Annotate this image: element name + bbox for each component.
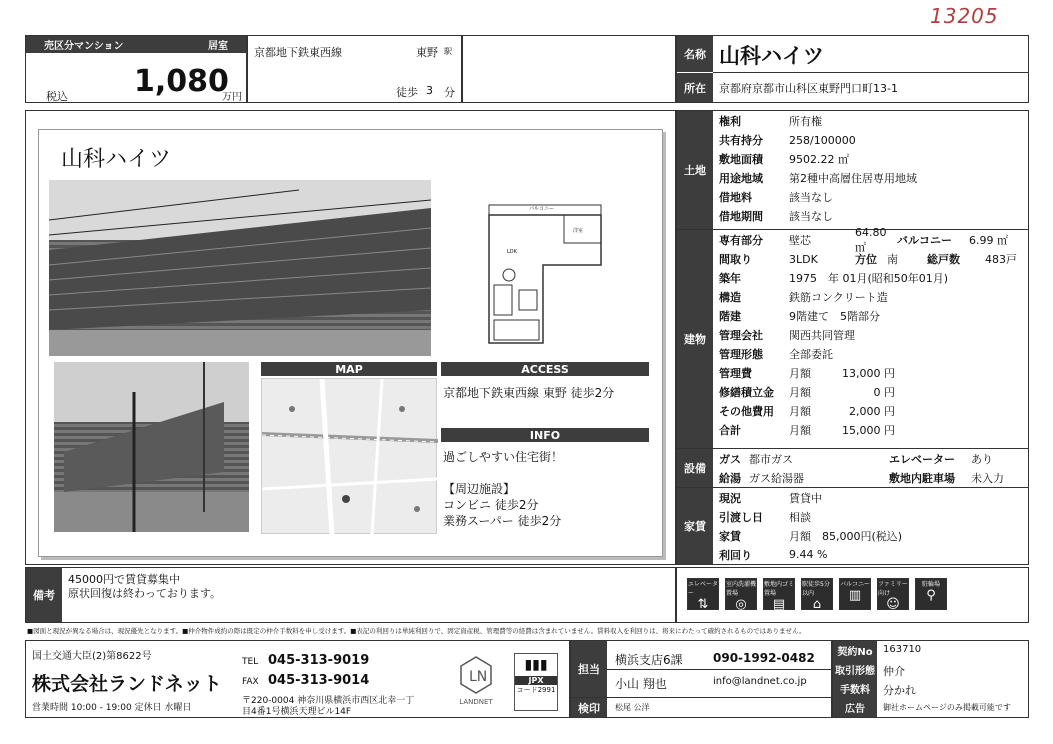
- staff-box: [570, 640, 832, 718]
- type-bar: [26, 36, 246, 53]
- tax-label: 税込: [46, 90, 68, 103]
- branch-name: 横浜支店6課: [615, 653, 683, 667]
- ad-label: 広告: [833, 698, 877, 717]
- info-band: INFO: [441, 428, 649, 442]
- notes-line-1: 45000円で賃貸募集中: [68, 573, 180, 586]
- jpx-badge: ▮▮▮ JPX コード2991: [514, 653, 558, 711]
- contract-box: [832, 640, 1029, 718]
- facility-1: コンビニ 徒歩2分: [443, 498, 539, 512]
- feature-icons-box: [676, 567, 1029, 623]
- staff-phone[interactable]: 090-1992-0482: [713, 651, 815, 665]
- checker-name: 松尾 公洋: [615, 703, 650, 712]
- deal-type-label: 取引形態: [833, 660, 877, 679]
- contract-no-label: 契約No: [833, 641, 877, 660]
- staff-person: 小山 翔也: [615, 677, 667, 691]
- balcony-icon: バルコニー ▥: [839, 578, 871, 610]
- walk-label: 徒歩: [396, 86, 418, 99]
- notes-line-2: 原状回復は終わっております。: [68, 587, 222, 600]
- address-label: 所在: [677, 73, 713, 102]
- line-name: 京都地下鉄東西線: [254, 46, 342, 59]
- garbage-icon: 敷地内ゴミ置場 ▤: [763, 578, 795, 610]
- business-hours: 営業時間 10:00 - 19:00 定休日 水曜日: [32, 703, 192, 713]
- detail-table: [676, 110, 1029, 565]
- tel-label: TEL: [242, 657, 259, 667]
- land-row: 借地料 該当なし: [719, 191, 833, 204]
- svg-text:LN: LN: [469, 669, 488, 685]
- plan-room-label: 洋室: [573, 228, 584, 234]
- land-rows: [713, 111, 1028, 229]
- plan-ldk-label: LDK: [507, 249, 517, 255]
- disclaimer: ■図面と現況が異なる場合は、現況優先となります。■仲介物件成約の際は既定の仲介手数料を申し受けます。■表記の利回りは単純利回りで、固定資産税、管理費等の経費は含まれていません。賃料収入を利回りは、将来にわたって確約されるものではありません。: [27, 627, 806, 635]
- ad-value: 御社ホームページのみ掲載可能です: [883, 703, 1011, 712]
- building-photo-main: [49, 180, 431, 356]
- land-section-label: 土地: [677, 111, 713, 229]
- price-value: 1,080: [134, 64, 229, 99]
- station-name: 東野: [416, 46, 438, 59]
- flyer-card: [38, 129, 663, 557]
- header-blank-box: [462, 35, 676, 103]
- fax-number: 045-313-9014: [268, 673, 370, 688]
- company-address-1: 〒220-0004 神奈川県横浜市西区北幸一丁: [242, 696, 415, 706]
- plan-balcony-label: バルコニー: [529, 206, 555, 212]
- contract-no: 163710: [883, 644, 922, 655]
- company-name: 株式会社ランドネット: [32, 673, 222, 695]
- equipment-rows: ガス 都市ガス エレベーター あり 給湯 ガス給湯器 敷地内駐車場 未入力: [719, 452, 1004, 485]
- land-row: 用途地域 第2種中高層住居専用地域: [719, 172, 917, 185]
- name-label: 名称: [677, 36, 713, 72]
- station-walk-icon: 駅徒歩5分以内 ⌂: [801, 578, 833, 610]
- check-label: 検印: [571, 698, 607, 717]
- map-band: MAP: [261, 362, 437, 376]
- rent-section-label: 家賃: [677, 488, 713, 564]
- landnet-logo-text: LANDNET: [459, 698, 493, 706]
- elevator-icon: エレベーター ⇅: [687, 578, 719, 610]
- washer-icon: 室内洗濯機置場 ◎: [725, 578, 757, 610]
- notes-label: 備考: [26, 568, 62, 622]
- land-row: 借地期間 該当なし: [719, 210, 833, 223]
- walk-unit: 分: [444, 86, 455, 99]
- station-suffix: 駅: [444, 47, 452, 56]
- access-text: 京都地下鉄東西線 東野 徒歩2分: [443, 386, 615, 400]
- building-rows: 専有部分 壁芯 64.80㎡ バルコニー 6.99 ㎡ 間取り 3LDK 方位 南 総戸数 483戸 築年 1975 年 01月(昭和50年01月) 構造 鉄筋コンクリート造 階建 9階建て 5階部分 管理会社 関西共同管理 管理形態 全部委託 管理費 月額 13,000 円 修繕積立金 月額 0 円 その他費用 月額 2,000 円 合計 月額 15,000 円: [719, 225, 1017, 437]
- flyer-title: 山科ハイツ: [61, 147, 172, 172]
- notes-box: [25, 567, 676, 623]
- jpx-code: コード2991: [516, 686, 556, 694]
- jpx-label: JPX: [515, 676, 557, 685]
- rent-rows: 現況 賃貸中 引渡し日 相談 家賃 月額 85,000円(税込) 利回り 9.44 %: [719, 491, 903, 562]
- info-text: 過ごしやすい住宅街！: [443, 450, 564, 464]
- equipment-section-label: 設備: [677, 449, 713, 487]
- flyer-area: [25, 110, 676, 565]
- landnet-logo-mark: [459, 655, 493, 695]
- landnet-logo: [446, 655, 506, 715]
- company-address-2: 目4番1号横浜天理ビル14F: [242, 707, 352, 717]
- walk-minutes: 3: [426, 84, 433, 97]
- floor-plan-drawing: [469, 175, 629, 355]
- access-band: ACCESS: [441, 362, 649, 376]
- floor-plan: [469, 175, 629, 355]
- license-number: 国土交通大臣(2)第8622号: [32, 651, 152, 662]
- tel-number: 045-313-9019: [268, 653, 370, 668]
- staff-email[interactable]: info@landnet.co.jp: [713, 676, 807, 687]
- property-name: 山科ハイツ: [719, 44, 824, 68]
- land-row: 共有持分 258/100000: [719, 133, 856, 147]
- fee-value: 分かれ: [883, 684, 916, 697]
- charge-label: 担当: [571, 641, 607, 697]
- bicycle-parking-icon: 駐輪場 ⚲: [915, 578, 947, 610]
- header-station-box: [247, 35, 462, 103]
- header-name-box: [676, 35, 1029, 103]
- type-label: 売区分マンション: [44, 41, 124, 52]
- building-photo-street: [54, 362, 249, 532]
- facility-2: 業務スーパー 徒歩2分: [443, 514, 562, 528]
- header-price-box: [25, 35, 247, 103]
- company-box: [25, 640, 570, 718]
- handwritten-number: 13205: [930, 4, 999, 28]
- price-unit: 万円: [222, 92, 242, 103]
- land-row: 敷地面積 9502.22 ㎡: [719, 153, 849, 166]
- map-area[interactable]: [261, 378, 437, 534]
- fax-label: FAX: [242, 677, 259, 687]
- family-icon: ファミリー向け ☺: [877, 578, 909, 610]
- building-section-label: 建物: [677, 230, 713, 448]
- facility-heading: 【周辺施設】: [443, 482, 516, 496]
- property-address: 京都府京都市山科区東野門口町13-1: [719, 82, 898, 95]
- layout-label: 居室: [208, 41, 228, 52]
- map-drawing: [262, 379, 438, 535]
- fee-label: 手数料: [833, 679, 877, 698]
- deal-type: 仲介: [883, 665, 905, 678]
- land-row: 権利 所有権: [719, 115, 822, 128]
